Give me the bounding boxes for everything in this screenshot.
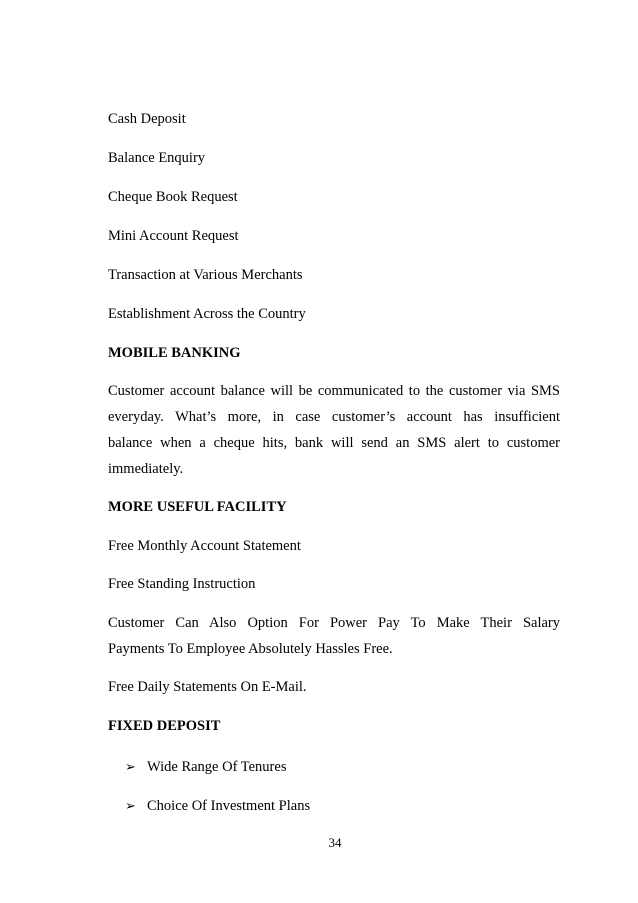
facility-item-monthly-statement: Free Monthly Account Statement [108,538,301,554]
heading-fixed-deposit: FIXED DEPOSIT [108,718,221,734]
fixed-deposit-bullet-2 [125,797,310,816]
arrowhead-bullet-icon: ➢ [125,760,136,775]
heading-more-useful-facility: MORE USEFUL FACILITY [108,499,287,515]
mobile-banking-paragraph-line-3: balance when a cheque hits, bank will send an SMS alert to customer [108,435,560,451]
fixed-deposit-bullet-1 [125,758,286,777]
power-pay-line-1: Customer Can Also Option For Power Pay To Make Their Salary [108,615,560,631]
service-item-establishment: Establishment Across the Country [108,306,306,322]
page-number: 34 [328,835,342,850]
service-item-balance-enquiry: Balance Enquiry [108,150,206,166]
service-item-cheque-book-request: Cheque Book Request [108,189,238,205]
bullet-text-tenures: Wide Range Of Tenures [147,759,287,775]
mobile-banking-paragraph-line-4: immediately. [108,461,184,477]
arrowhead-bullet-icon: ➢ [125,799,136,814]
service-item-mini-account-request: Mini Account Request [108,228,239,244]
power-pay-line-2: Payments To Employee Absolutely Hassles Free. [108,641,393,657]
service-item-transaction-merchants: Transaction at Various Merchants [108,267,303,283]
heading-mobile-banking: MOBILE BANKING [108,345,241,361]
mobile-banking-paragraph-line-2: everyday. What’s more, in case customer’s account has insufficient [108,409,560,425]
bullet-text-investment-plans: Choice Of Investment Plans [147,798,311,814]
service-item-cash-deposit: Cash Deposit [108,111,186,127]
mobile-banking-paragraph-line-1: Customer account balance will be communicated to the customer via SMS [108,383,560,399]
facility-item-daily-statements: Free Daily Statements On E-Mail. [108,679,307,695]
facility-item-standing-instruction: Free Standing Instruction [108,576,256,592]
